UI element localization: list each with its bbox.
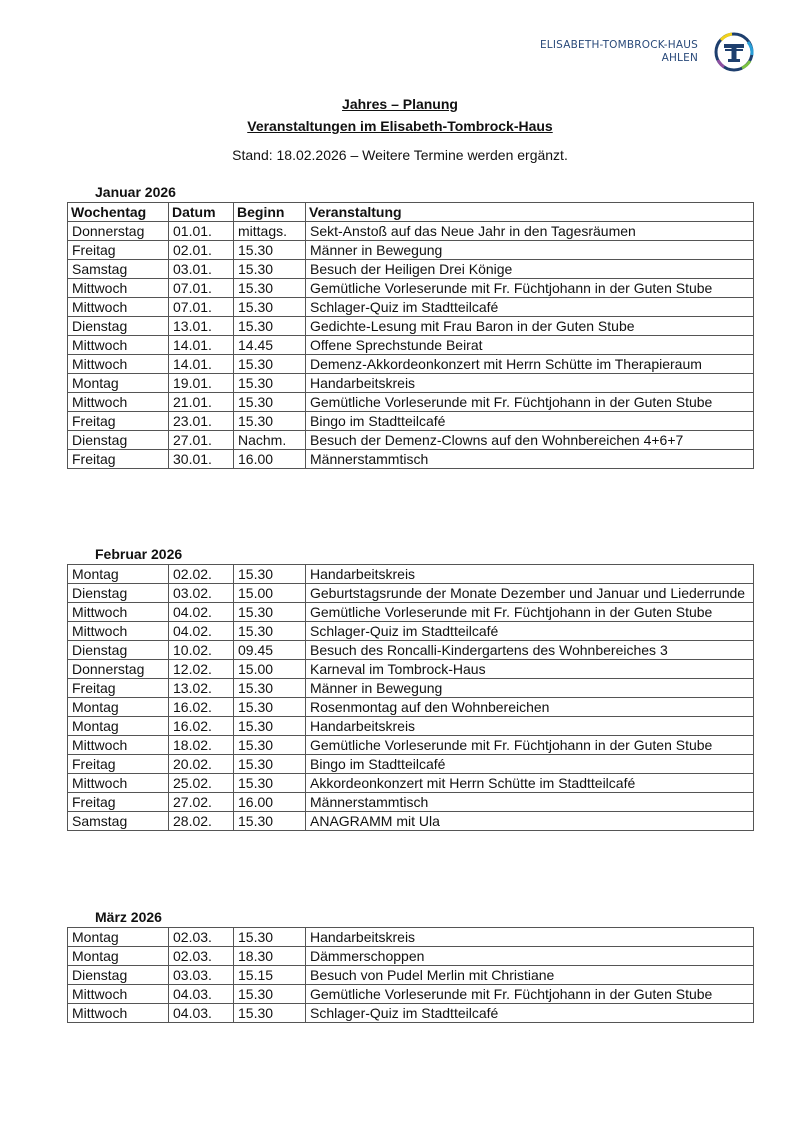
date-cell: 03.03.: [169, 966, 234, 985]
logo-line-2: AHLEN: [661, 52, 698, 64]
start-cell: 15.30: [234, 393, 306, 412]
date-cell: 03.02.: [169, 584, 234, 603]
start-cell: 15.30: [234, 679, 306, 698]
weekday-cell: Mittwoch: [68, 774, 169, 793]
weekday-cell: Freitag: [68, 793, 169, 812]
date-cell: 14.01.: [169, 355, 234, 374]
header-row: [68, 203, 754, 222]
start-cell: 15.00: [234, 584, 306, 603]
table-row: [68, 793, 754, 812]
table-row: [68, 393, 754, 412]
event-cell: Akkordeonkonzert mit Herrn Schütte im Stadtteilcafé: [306, 774, 754, 793]
event-cell: Männer in Bewegung: [306, 679, 754, 698]
weekday-cell: Montag: [68, 928, 169, 947]
event-cell: Gemütliche Vorleserunde mit Fr. Füchtjohann in der Guten Stube: [306, 736, 754, 755]
table-row: [68, 717, 754, 736]
date-cell: 23.01.: [169, 412, 234, 431]
weekday-cell: Freitag: [68, 755, 169, 774]
date-cell: 27.01.: [169, 431, 234, 450]
date-cell: 10.02.: [169, 641, 234, 660]
event-cell: Bingo im Stadtteilcafé: [306, 412, 754, 431]
weekday-cell: Mittwoch: [68, 336, 169, 355]
event-cell: Demenz-Akkordeonkonzert mit Herrn Schütte im Therapieraum: [306, 355, 754, 374]
table-row: [68, 412, 754, 431]
event-cell: Schlager-Quiz im Stadtteilcafé: [306, 1004, 754, 1023]
start-cell: 14.45: [234, 336, 306, 355]
event-cell: Gemütliche Vorleserunde mit Fr. Füchtjohann in der Guten Stube: [306, 603, 754, 622]
weekday-cell: Freitag: [68, 412, 169, 431]
start-cell: 15.00: [234, 660, 306, 679]
weekday-cell: Montag: [68, 698, 169, 717]
schedule-table: [67, 927, 754, 1023]
weekday-cell: Dienstag: [68, 431, 169, 450]
start-cell: 15.30: [234, 412, 306, 431]
event-cell: Handarbeitskreis: [306, 717, 754, 736]
weekday-cell: Mittwoch: [68, 985, 169, 1004]
weekday-cell: Montag: [68, 565, 169, 584]
date-cell: 16.02.: [169, 717, 234, 736]
start-cell: 15.30: [234, 928, 306, 947]
event-cell: Schlager-Quiz im Stadtteilcafé: [306, 622, 754, 641]
table-row: [68, 736, 754, 755]
weekday-cell: Dienstag: [68, 317, 169, 336]
date-cell: 04.02.: [169, 603, 234, 622]
weekday-cell: Mittwoch: [68, 355, 169, 374]
start-cell: 15.30: [234, 260, 306, 279]
column-header: Datum: [169, 203, 234, 222]
event-cell: Offene Sprechstunde Beirat: [306, 336, 754, 355]
start-cell: 15.30: [234, 241, 306, 260]
date-cell: 27.02.: [169, 793, 234, 812]
weekday-cell: Mittwoch: [68, 622, 169, 641]
event-cell: Gedichte-Lesung mit Frau Baron in der Guten Stube: [306, 317, 754, 336]
stand-note: Stand: 18.02.2026 – Weitere Termine werden ergänzt.: [232, 147, 568, 163]
event-cell: Sekt-Anstoß auf das Neue Jahr in den Tagesräumen: [306, 222, 754, 241]
schedule-table: [67, 202, 754, 469]
date-cell: 04.02.: [169, 622, 234, 641]
weekday-cell: Montag: [68, 717, 169, 736]
table-row: [68, 317, 754, 336]
event-cell: Besuch des Roncalli-Kindergartens des Wohnbereiches 3: [306, 641, 754, 660]
date-cell: 30.01.: [169, 450, 234, 469]
table-row: [68, 812, 754, 831]
weekday-cell: Samstag: [68, 812, 169, 831]
start-cell: 15.30: [234, 755, 306, 774]
date-cell: 04.03.: [169, 1004, 234, 1023]
event-cell: Dämmerschoppen: [306, 947, 754, 966]
table-row: [68, 241, 754, 260]
start-cell: 15.30: [234, 622, 306, 641]
weekday-cell: Montag: [68, 947, 169, 966]
column-header: Veranstaltung: [306, 203, 754, 222]
table-row: [68, 622, 754, 641]
event-cell: ANAGRAMM mit Ula: [306, 812, 754, 831]
date-cell: 13.01.: [169, 317, 234, 336]
event-cell: Handarbeitskreis: [306, 565, 754, 584]
weekday-cell: Mittwoch: [68, 298, 169, 317]
start-cell: 15.30: [234, 698, 306, 717]
event-cell: Gemütliche Vorleserunde mit Fr. Füchtjohann in der Guten Stube: [306, 279, 754, 298]
event-cell: Handarbeitskreis: [306, 374, 754, 393]
date-cell: 20.02.: [169, 755, 234, 774]
start-cell: 15.30: [234, 317, 306, 336]
weekday-cell: Mittwoch: [68, 603, 169, 622]
schedule-table: [67, 564, 754, 831]
date-cell: 07.01.: [169, 298, 234, 317]
event-cell: Gemütliche Vorleserunde mit Fr. Füchtjohann in der Guten Stube: [306, 985, 754, 1004]
start-cell: 15.30: [234, 985, 306, 1004]
logo: [520, 30, 760, 74]
table-row: [68, 222, 754, 241]
table-row: [68, 755, 754, 774]
table-row: [68, 374, 754, 393]
weekday-cell: Donnerstag: [68, 660, 169, 679]
event-cell: Männer in Bewegung: [306, 241, 754, 260]
event-cell: Geburtstagsrunde der Monate Dezember und Januar und Liederrunde: [306, 584, 754, 603]
weekday-cell: Montag: [68, 374, 169, 393]
table-row: [68, 565, 754, 584]
table-row: [68, 660, 754, 679]
table-row: [68, 584, 754, 603]
event-cell: Bingo im Stadtteilcafé: [306, 755, 754, 774]
table-row: [68, 450, 754, 469]
date-cell: 25.02.: [169, 774, 234, 793]
event-cell: Handarbeitskreis: [306, 928, 754, 947]
event-cell: Besuch der Demenz-Clowns auf den Wohnbereichen 4+6+7: [306, 431, 754, 450]
table-row: [68, 355, 754, 374]
table-row: [68, 641, 754, 660]
date-cell: 02.02.: [169, 565, 234, 584]
weekday-cell: Mittwoch: [68, 279, 169, 298]
start-cell: 15.30: [234, 1004, 306, 1023]
weekday-cell: Samstag: [68, 260, 169, 279]
month-label: Januar 2026: [95, 184, 176, 200]
start-cell: Nachm.: [234, 431, 306, 450]
weekday-cell: Mittwoch: [68, 736, 169, 755]
column-header: Beginn: [234, 203, 306, 222]
start-cell: 15.30: [234, 774, 306, 793]
table-row: [68, 1004, 754, 1023]
start-cell: 18.30: [234, 947, 306, 966]
date-cell: 02.01.: [169, 241, 234, 260]
table-row: [68, 336, 754, 355]
event-cell: Besuch von Pudel Merlin mit Christiane: [306, 966, 754, 985]
start-cell: 15.30: [234, 279, 306, 298]
table-row: [68, 260, 754, 279]
start-cell: 15.30: [234, 565, 306, 584]
logo-line-1: ELISABETH-TOMBROCK-HAUS: [539, 39, 698, 51]
date-cell: 28.02.: [169, 812, 234, 831]
date-cell: 02.03.: [169, 947, 234, 966]
table-row: [68, 279, 754, 298]
weekday-cell: Dienstag: [68, 641, 169, 660]
weekday-cell: Dienstag: [68, 966, 169, 985]
start-cell: 15.30: [234, 736, 306, 755]
weekday-cell: Freitag: [68, 450, 169, 469]
page-subtitle: Veranstaltungen im Elisabeth-Tombrock-Haus: [247, 118, 553, 134]
month-label: März 2026: [95, 909, 162, 925]
weekday-cell: Dienstag: [68, 584, 169, 603]
start-cell: 15.30: [234, 812, 306, 831]
event-cell: Besuch der Heiligen Drei Könige: [306, 260, 754, 279]
event-cell: Gemütliche Vorleserunde mit Fr. Füchtjohann in der Guten Stube: [306, 393, 754, 412]
table-row: [68, 947, 754, 966]
start-cell: 15.30: [234, 355, 306, 374]
date-cell: 03.01.: [169, 260, 234, 279]
date-cell: 16.02.: [169, 698, 234, 717]
start-cell: 15.30: [234, 717, 306, 736]
start-cell: mittags.: [234, 222, 306, 241]
page-title: Jahres – Planung: [342, 96, 458, 112]
event-cell: Schlager-Quiz im Stadtteilcafé: [306, 298, 754, 317]
tombrock-logo-icon: [712, 30, 756, 74]
weekday-cell: Mittwoch: [68, 393, 169, 412]
date-cell: 01.01.: [169, 222, 234, 241]
start-cell: 16.00: [234, 793, 306, 812]
table-row: [68, 774, 754, 793]
table-row: [68, 431, 754, 450]
table-row: [68, 298, 754, 317]
start-cell: 15.30: [234, 298, 306, 317]
month-label: Februar 2026: [95, 546, 183, 562]
date-cell: 21.01.: [169, 393, 234, 412]
date-cell: 13.02.: [169, 679, 234, 698]
column-header: Wochentag: [68, 203, 169, 222]
event-cell: Männerstammtisch: [306, 450, 754, 469]
weekday-cell: Donnerstag: [68, 222, 169, 241]
date-cell: 07.01.: [169, 279, 234, 298]
start-cell: 16.00: [234, 450, 306, 469]
table-row: [68, 679, 754, 698]
date-cell: 14.01.: [169, 336, 234, 355]
start-cell: 15.30: [234, 603, 306, 622]
date-cell: 12.02.: [169, 660, 234, 679]
start-cell: 15.30: [234, 374, 306, 393]
weekday-cell: Freitag: [68, 679, 169, 698]
event-cell: Rosenmontag auf den Wohnbereichen: [306, 698, 754, 717]
logo-text: [540, 39, 698, 65]
date-cell: 02.03.: [169, 928, 234, 947]
table-row: [68, 928, 754, 947]
event-cell: Karneval im Tombrock-Haus: [306, 660, 754, 679]
start-cell: 15.15: [234, 966, 306, 985]
weekday-cell: Mittwoch: [68, 1004, 169, 1023]
table-row: [68, 966, 754, 985]
date-cell: 18.02.: [169, 736, 234, 755]
table-row: [68, 603, 754, 622]
event-cell: Männerstammtisch: [306, 793, 754, 812]
start-cell: 09.45: [234, 641, 306, 660]
table-row: [68, 985, 754, 1004]
weekday-cell: Freitag: [68, 241, 169, 260]
table-row: [68, 698, 754, 717]
date-cell: 04.03.: [169, 985, 234, 1004]
date-cell: 19.01.: [169, 374, 234, 393]
